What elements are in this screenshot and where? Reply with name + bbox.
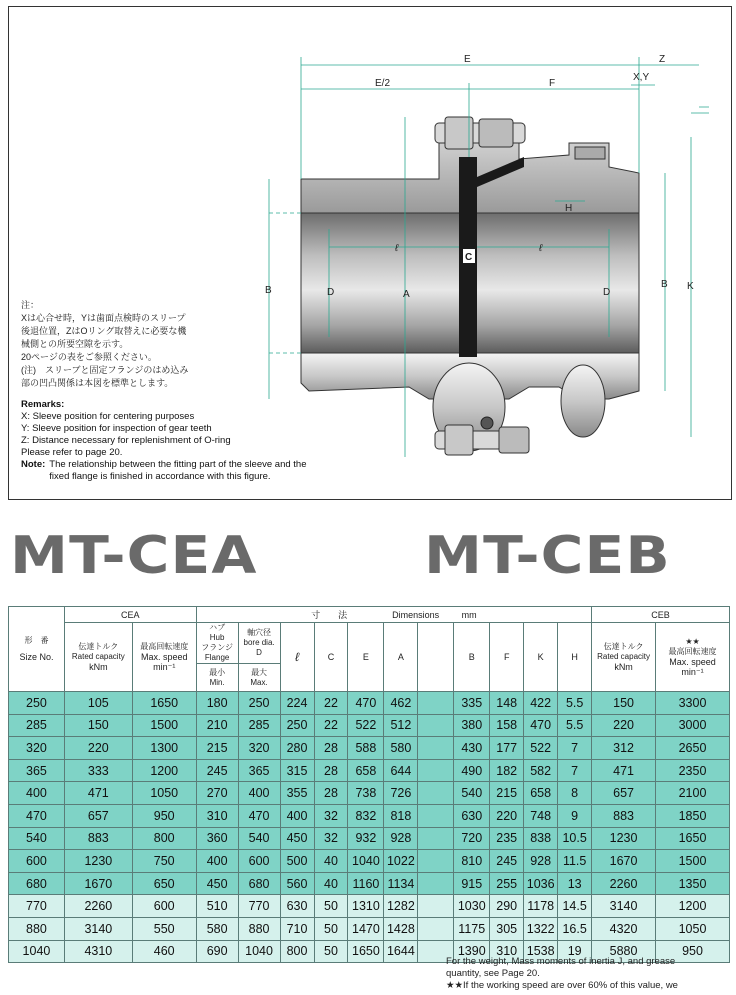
ceb-speed-unit: min⁻¹	[681, 667, 704, 677]
ceb-speed-en: Max. speed	[669, 657, 716, 667]
jp-note-line: Xは心合せ時，Yは歯面点検時のスリープ	[21, 313, 186, 323]
header-l: ℓ	[280, 623, 314, 692]
table-cell: 588	[348, 737, 384, 760]
ceb-speed-jp: 最高回転速度	[668, 647, 717, 656]
table-cell: 28	[314, 759, 348, 782]
table-cell: 630	[454, 804, 490, 827]
table-cell: 800	[132, 827, 196, 850]
bore-en: bore dia.	[243, 638, 275, 647]
table-cell: 335	[454, 692, 490, 715]
dim-label-l-left: ℓ	[395, 243, 399, 254]
table-cell: 1040	[9, 940, 65, 963]
table-cell: 1200	[656, 895, 730, 918]
header-cea-torque	[64, 623, 132, 692]
table-cell: 1350	[656, 872, 730, 895]
dim-label-d-left: D	[327, 287, 335, 298]
table-cell: 365	[238, 759, 280, 782]
table-cell: 928	[384, 827, 418, 850]
table-cell: 7	[558, 759, 592, 782]
table-cell: 658	[348, 759, 384, 782]
header-dims-jp: 寸 法	[311, 609, 348, 620]
dim-label-e2: E/2	[375, 78, 391, 89]
jp-note-line: 20ページの表をご参照ください。	[21, 352, 157, 362]
table-cell: 158	[490, 714, 524, 737]
table-cell: 50	[314, 940, 348, 963]
note-label: Note:	[21, 459, 46, 470]
table-cell: 522	[524, 737, 558, 760]
table-cell: 220	[490, 804, 524, 827]
header-blank	[418, 623, 454, 692]
table-cell: 380	[454, 714, 490, 737]
dim-label-h: H	[565, 203, 573, 214]
table-cell: 1022	[384, 850, 418, 873]
table-cell: 2260	[592, 872, 656, 895]
table-cell: 400	[9, 782, 65, 805]
table-cell: 770	[9, 895, 65, 918]
table-cell: 1178	[524, 895, 558, 918]
table-cell-blank	[418, 737, 454, 760]
header-cea: CEA	[64, 607, 196, 623]
table-cell: 1160	[348, 872, 384, 895]
table-cell: 471	[592, 759, 656, 782]
table-row	[9, 714, 730, 737]
table-cell: 250	[280, 714, 314, 737]
table-cell: 2100	[656, 782, 730, 805]
table-cell: 750	[132, 850, 196, 873]
table-row	[9, 895, 730, 918]
table-cell: 880	[238, 917, 280, 940]
table-cell: 1322	[524, 917, 558, 940]
table-cell: 1650	[348, 940, 384, 963]
table-cell: 950	[656, 940, 730, 963]
table-cell: 14.5	[558, 895, 592, 918]
table-cell: 8	[558, 782, 592, 805]
torque-jp: 伝達トルク	[78, 642, 119, 651]
table-cell: 3300	[656, 692, 730, 715]
table-cell-blank	[418, 692, 454, 715]
table-cell: 1428	[384, 917, 418, 940]
speed-unit: min⁻¹	[153, 662, 176, 672]
table-cell: 215	[490, 782, 524, 805]
table-cell-blank	[418, 804, 454, 827]
table-cell: 235	[490, 827, 524, 850]
table-cell: 932	[348, 827, 384, 850]
table-cell: 540	[9, 827, 65, 850]
small-screw	[575, 147, 605, 159]
table-cell: 355	[280, 782, 314, 805]
header-dimensions	[196, 607, 591, 623]
table-cell: 245	[196, 759, 238, 782]
table-cell: 1300	[132, 737, 196, 760]
table-cell: 1050	[132, 782, 196, 805]
min-jp: 最小	[209, 667, 226, 677]
remarks-title: Remarks:	[21, 399, 65, 410]
footer-notes	[446, 956, 736, 992]
speed-en: Max. speed	[140, 652, 188, 662]
remark-line: Z: Distance necessary for replenishment of O-ring	[21, 435, 231, 446]
table-cell: 680	[238, 872, 280, 895]
table-cell: 224	[280, 692, 314, 715]
header-h: H	[558, 623, 592, 692]
dim-label-xy: X,Y	[633, 72, 650, 83]
table-cell: 915	[454, 872, 490, 895]
spec-table	[8, 606, 730, 963]
note-text: The relationship between the fitting part of the sleeve and the fixed flange is finished in accordance with this figure.	[49, 459, 307, 482]
dim-label-d-right: D	[603, 287, 611, 298]
table-cell: 5.5	[558, 692, 592, 715]
table-cell: 177	[490, 737, 524, 760]
table-cell: 1050	[656, 917, 730, 940]
lower-flange-right	[561, 365, 605, 437]
table-cell: 1036	[524, 872, 558, 895]
table-cell: 3000	[656, 714, 730, 737]
table-cell: 630	[280, 895, 314, 918]
jp-note-line: 後退位置，ZはOリング取替えに必要な機	[21, 326, 187, 336]
table-cell: 40	[314, 872, 348, 895]
table-cell: 16.5	[558, 917, 592, 940]
header-size-en: Size No.	[19, 652, 54, 662]
table-cell: 726	[384, 782, 418, 805]
table-cell: 810	[454, 850, 490, 873]
table-cell: 2350	[656, 759, 730, 782]
table-cell: 1040	[238, 940, 280, 963]
table-cell: 657	[64, 804, 132, 827]
table-cell: 400	[196, 850, 238, 873]
header-ceb: CEB	[592, 607, 730, 623]
speed-jp: 最高回転速度	[140, 642, 189, 651]
table-cell: 285	[9, 714, 65, 737]
table-cell: 32	[314, 804, 348, 827]
header-dims-unit: mm	[461, 609, 477, 620]
japanese-notes	[21, 299, 231, 390]
table-cell: 832	[348, 804, 384, 827]
footer-line: ★★If the working speed are over 60% of this value, we	[446, 980, 678, 991]
table-cell: 738	[348, 782, 384, 805]
header-bore	[238, 623, 280, 664]
table-cell: 250	[9, 692, 65, 715]
table-cell: 22	[314, 714, 348, 737]
table-cell: 250	[238, 692, 280, 715]
table-cell: 215	[196, 737, 238, 760]
header-f: F	[490, 623, 524, 692]
table-cell: 360	[196, 827, 238, 850]
jp-note-line: 部の凹凸関係は本図を標準とします。	[21, 378, 174, 388]
table-row	[9, 692, 730, 715]
remark-line: X: Sleeve position for centering purposes	[21, 411, 195, 422]
table-cell: 680	[9, 872, 65, 895]
header-a: A	[384, 623, 418, 692]
bore-d: D	[256, 648, 262, 657]
flange-en: Flange	[204, 653, 230, 662]
table-cell: 470	[238, 804, 280, 827]
flange-jp: フランジ	[201, 643, 234, 652]
table-cell: 400	[280, 804, 314, 827]
dim-label-b-left: B	[265, 285, 272, 296]
ceb-torque-en: Rated capacity	[597, 652, 651, 661]
table-cell: 1030	[454, 895, 490, 918]
table-cell: 5.5	[558, 714, 592, 737]
table-cell: 1310	[348, 895, 384, 918]
table-cell: 720	[454, 827, 490, 850]
table-cell: 1230	[64, 850, 132, 873]
ceb-torque-jp: 伝達トルク	[603, 642, 644, 651]
table-cell: 1650	[132, 692, 196, 715]
table-cell: 1175	[454, 917, 490, 940]
header-max	[238, 664, 280, 692]
table-cell-blank	[418, 714, 454, 737]
table-cell: 422	[524, 692, 558, 715]
header-size-jp: 形 番	[24, 636, 49, 645]
table-cell: 28	[314, 737, 348, 760]
header-b: B	[454, 623, 490, 692]
table-cell: 512	[384, 714, 418, 737]
table-cell: 644	[384, 759, 418, 782]
table-cell: 22	[314, 692, 348, 715]
ceb-torque-unit: kNm	[614, 662, 633, 672]
remark-line: Please refer to page 20.	[21, 447, 123, 458]
upper-nut	[479, 119, 513, 147]
max-en: Max.	[250, 677, 268, 687]
dim-label-b-right: B	[661, 279, 668, 290]
table-cell: 310	[490, 940, 524, 963]
torque-en: Rated capacity	[71, 652, 125, 661]
table-cell: 470	[9, 804, 65, 827]
table-cell: 470	[348, 692, 384, 715]
table-cell: 540	[454, 782, 490, 805]
table-cell: 320	[9, 737, 65, 760]
table-cell-blank	[418, 895, 454, 918]
footer-line: quantity, see Page 20.	[446, 968, 540, 979]
table-cell: 650	[132, 872, 196, 895]
table-cell: 1230	[592, 827, 656, 850]
table-cell: 1282	[384, 895, 418, 918]
lower-nut	[499, 427, 529, 453]
dim-label-a: A	[403, 289, 410, 300]
table-cell: 2260	[64, 895, 132, 918]
table-cell: 3140	[592, 895, 656, 918]
table-cell: 32	[314, 827, 348, 850]
table-cell: 13	[558, 872, 592, 895]
table-cell: 50	[314, 895, 348, 918]
table-cell: 690	[196, 940, 238, 963]
table-cell: 838	[524, 827, 558, 850]
table-cell: 510	[196, 895, 238, 918]
table-cell: 7	[558, 737, 592, 760]
table-cell: 320	[238, 737, 280, 760]
table-cell: 600	[9, 850, 65, 873]
table-cell: 883	[64, 827, 132, 850]
header-cea-speed	[132, 623, 196, 692]
table-cell-blank	[418, 917, 454, 940]
table-cell: 540	[238, 827, 280, 850]
table-row	[9, 804, 730, 827]
table-cell: 400	[238, 782, 280, 805]
table-cell: 1850	[656, 804, 730, 827]
table-row	[9, 737, 730, 760]
dim-label-k: K	[687, 281, 694, 292]
table-cell: 2650	[656, 737, 730, 760]
table-cell: 148	[490, 692, 524, 715]
table-cell: 3140	[64, 917, 132, 940]
table-cell: 4320	[592, 917, 656, 940]
table-cell: 19	[558, 940, 592, 963]
table-cell: 770	[238, 895, 280, 918]
table-cell: 270	[196, 782, 238, 805]
table-cell: 883	[592, 804, 656, 827]
header-ceb-speed	[656, 623, 730, 692]
table-cell-blank	[418, 782, 454, 805]
header-dims-en: Dimensions	[392, 609, 440, 620]
table-cell: 333	[64, 759, 132, 782]
table-cell: 522	[348, 714, 384, 737]
table-cell: 1670	[592, 850, 656, 873]
table-cell: 310	[196, 804, 238, 827]
title-mt-ceb: MT-CEB	[424, 526, 671, 586]
table-cell: 40	[314, 850, 348, 873]
table-cell: 5880	[592, 940, 656, 963]
table-cell: 315	[280, 759, 314, 782]
footer-line: For the weight, Mass moments of inertia J, and grease	[446, 956, 676, 967]
table-cell: 312	[592, 737, 656, 760]
coupling-drawing	[8, 6, 732, 500]
table-cell: 290	[490, 895, 524, 918]
table-cell: 1650	[656, 827, 730, 850]
table-cell: 657	[592, 782, 656, 805]
table-cell: 560	[280, 872, 314, 895]
table-cell: 4310	[64, 940, 132, 963]
table-body	[9, 692, 730, 963]
table-cell-blank	[418, 850, 454, 873]
table-cell: 800	[280, 940, 314, 963]
table-cell: 500	[280, 850, 314, 873]
table-row	[9, 759, 730, 782]
table-cell: 600	[238, 850, 280, 873]
jp-note-line: (注) スリーブと固定フランジのはめ込み	[21, 365, 189, 375]
table-cell: 150	[592, 692, 656, 715]
remark-line: Y: Sleeve position for inspection of gear teeth	[21, 423, 212, 434]
header-size	[9, 607, 65, 692]
table-cell: 1200	[132, 759, 196, 782]
table-cell: 658	[524, 782, 558, 805]
hub-en: Hub	[209, 633, 225, 642]
dim-label-z: Z	[659, 54, 666, 65]
table-cell: 1500	[656, 850, 730, 873]
table-cell: 365	[9, 759, 65, 782]
jp-note-line: 注：	[21, 300, 40, 310]
table-cell: 180	[196, 692, 238, 715]
dim-label-e: E	[464, 54, 471, 65]
table-cell: 1390	[454, 940, 490, 963]
table-cell: 255	[490, 872, 524, 895]
table-cell: 10.5	[558, 827, 592, 850]
table-cell: 470	[524, 714, 558, 737]
lower-bolt-head	[445, 425, 473, 455]
table-cell: 880	[9, 917, 65, 940]
remarks	[21, 399, 311, 483]
table-cell: 1040	[348, 850, 384, 873]
header-c: C	[314, 623, 348, 692]
table-cell: 580	[196, 917, 238, 940]
table-cell-blank	[418, 872, 454, 895]
table-cell: 280	[280, 737, 314, 760]
header-min	[196, 664, 238, 692]
jp-note-line: 械側との所要空隙を示す。	[21, 339, 129, 349]
table-cell: 1470	[348, 917, 384, 940]
table-cell: 928	[524, 850, 558, 873]
bore-jp: 軸穴径	[247, 628, 272, 637]
max-jp: 最大	[251, 667, 268, 677]
table-cell: 220	[592, 714, 656, 737]
hub-jp: ハブ	[209, 623, 226, 632]
table-cell: 182	[490, 759, 524, 782]
table-cell: 580	[384, 737, 418, 760]
table-cell: 450	[196, 872, 238, 895]
table-row	[9, 917, 730, 940]
table-cell: 710	[280, 917, 314, 940]
dim-label-l-right: ℓ	[539, 243, 543, 254]
table-cell: 1500	[132, 714, 196, 737]
table-cell: 460	[132, 940, 196, 963]
table-cell: 430	[454, 737, 490, 760]
table-cell: 1134	[384, 872, 418, 895]
table-cell: 950	[132, 804, 196, 827]
table-cell: 582	[524, 759, 558, 782]
table-cell: 245	[490, 850, 524, 873]
torque-unit: kNm	[89, 662, 108, 672]
header-k: K	[524, 623, 558, 692]
grease-plug	[481, 417, 493, 429]
table-cell: 462	[384, 692, 418, 715]
table-cell: 818	[384, 804, 418, 827]
table-cell: 450	[280, 827, 314, 850]
table-row	[9, 827, 730, 850]
title-mt-cea: MT-CEA	[10, 526, 258, 586]
table-cell: 220	[64, 737, 132, 760]
table-cell-blank	[418, 759, 454, 782]
table-cell: 1538	[524, 940, 558, 963]
table-cell: 50	[314, 917, 348, 940]
note	[21, 459, 311, 483]
table-cell: 210	[196, 714, 238, 737]
table-cell: 305	[490, 917, 524, 940]
table-cell: 471	[64, 782, 132, 805]
table-cell: 600	[132, 895, 196, 918]
table-cell: 1644	[384, 940, 418, 963]
min-en: Min.	[209, 677, 225, 687]
table-row	[9, 782, 730, 805]
dim-label-f: F	[549, 78, 556, 89]
table-cell: 490	[454, 759, 490, 782]
table-cell: 285	[238, 714, 280, 737]
table-cell: 748	[524, 804, 558, 827]
table-cell: 105	[64, 692, 132, 715]
table-row	[9, 872, 730, 895]
ceb-stars: ★★	[685, 637, 700, 646]
table-cell: 28	[314, 782, 348, 805]
header-hub	[196, 623, 238, 664]
header-ceb-torque	[592, 623, 656, 692]
table-cell: 150	[64, 714, 132, 737]
header-e: E	[348, 623, 384, 692]
table-cell-blank	[418, 827, 454, 850]
dim-label-c: C	[465, 252, 473, 263]
table-cell: 9	[558, 804, 592, 827]
table-cell: 11.5	[558, 850, 592, 873]
table-row	[9, 850, 730, 873]
table-cell: 550	[132, 917, 196, 940]
table-cell: 1670	[64, 872, 132, 895]
